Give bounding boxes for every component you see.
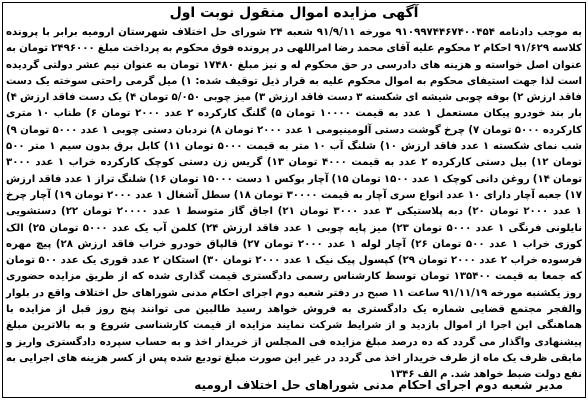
- auction-notice: [2, 2, 586, 398]
- notice-body: به موجب دادنامه ۹۱۰۹۹۷۴۴۶۷۴۰۰۴۵۴ مورخه ۹۱/۹/۱۱ شعبه ۲۴ شورای حل اختلاف شهرستان ارومیه برابر با پرونده کلاسه ۹۱/۶۲۹ احکام ۲ محکوم علیه آقای محمد رضا امراللهی در پرونده فوق محکوم به پرداخت مبلغ ۲۴۹۶۰۰۰ تومان به عنوان اصل خواسته و هزینه های دادرسی در حق محکوم له و نیز مبلغ ۱۷۴۸۰ تومان به عنوان نیم عشر دولتی گردیده است لذا جهت استیفای محکوم به اموال محکوم علیه به قرار ذیل توقیف شده: ۱) میل گرمی راحتی سوخته یک دست فاقد ارزش ۲) بوفه چوبی شیشه ای شکسته ۳ دست فاقد ارزش ۳) میز چوبی ۵/۰۵۰ تومان ۴) یک دست فاقد ارزش ۴) بار بند خودرو پیکان مستعمل ۱ عدد به قیمت ۱۰۰۰۰ تومان ۵) گلنگ کارکرده ۲ عدد ۲۰۰۰ تومان ۶) طناب ۱۰ متری کارکرده ۵۰۰۰ تومان ۷) چرخ گوشت دستی آلومینیومی ۱ عدد ۲۰۰۰ تومان ۸) نردبان دستی چوبی ۱ عدد ۵۰۰۰ تومان ۹) شب نمای شکسته ۱ عدد فاقد ارزش ۱۰) شلنگ آب ۱۰ متر به قیمت ۵۰۰۰ تومان ۱۱) کابل برق بدون سیم ۱ متر ۵۰۰ تومان ۱۲) بیل دستی کارکرده ۲ عدد به قیمت ۴۰۰۰ تومان ۱۳) گریس زن دستی کوچک کارکرده خراب ۱ عدد ۳۰۰۰ تومان ۱۴) روغن دانی کوچک ۱ عدد ۱۵۰۰ تومان ۱۵) آچار بوکس ۱ دست ۱۵۰۰۰ تومان ۱۶) شلنگ تراز ۱ عدد فاقد ارزش ۱۷) جعبه آچار دارای ۱۰ عدد انواع سری آچار به قیمت ۳۰۰۰۰ تومان ۱۸) سطل آشغال ۱ عدد ۲۰۰۰ تومان ۱۹) آچار چرخ ۱ عدد ۲۰۰۰ تومان ۲۰) دبه پلاستیکی ۳ عدد ۳۰۰۰ تومان ۲۱) اجاق گاز متوسط ۱ عدد ۲۰۰۰۰ تومان ۲۲) دستشویی نایلونی فرنگی ۱ عدد ۵۰۰۰ تومان ۲۳) میز پایه چوبی ۱ عدد فاقد ارزش ۲۴) کلمن آب یک عدد ۵۰۰۰ تومان ۲۵) الک کوزی خراب ۱ عدد ۵۰۰ تومان ۲۶) آچار لوله ۱ عدد ۲۰۰۰ تومان ۲۷) قالپاق خودرو خراب فاقد ارزش ۲۸) پیچ مهره فرسوده خراب ۲ عدد ۲۰۰۰ تومان ۲۹) کپسول پیک نیک ۱ عدد ۲۰۰۰ تومان ۳۰) استکان ۲ عدد قوری یک عدد ۵۰۰ تومان که جمعا به قیمت ۱۳۵۴۰۰ تومان توسط کارشناس رسمی دادگستری قیمت گذاری شده که از طریق مزایده حضوری روز یکشنبه مورخه ۹۱/۱۱/۱۹ ساعت ۱۱ صبح در دفتر شعبه دوم اجرای احکام مدنی شوراهای حل اختلاف واقع در بلوار والفجر مجتمع قضایی شماره یک دادگستری به فروش خواهد رسید طالبین می توانند پنج روز قبل از مزایده با هماهنگی این اجرا از اموال بازدید و از شرایط شرکت نمایند مزایده از قیمت کارشناسی شروع و به بالاترین مبلغ پیشنهادی واگذار می گردد که ده درصد مبلغ مزایده فی المجلس از خریدار اخذ و به حساب سپرده دادگستری واریز و مابقی ظرف یک ماه از طرف خریدار اخذ می گردد در غیر این صورت مبلغ تودیع شده پس از کسر هزینه های اجرایی به نفع دولت ضبط خواهد شد. م الف ۱۳۴۶: [6, 27, 583, 381]
- notice-signature: مدیر شعبه دوم اجرای احکام مدنی شوراهای حل اختلاف ارومیه: [194, 378, 563, 392]
- notice-title: آگهی مزایده اموال منقول نوبت اول: [169, 5, 419, 21]
